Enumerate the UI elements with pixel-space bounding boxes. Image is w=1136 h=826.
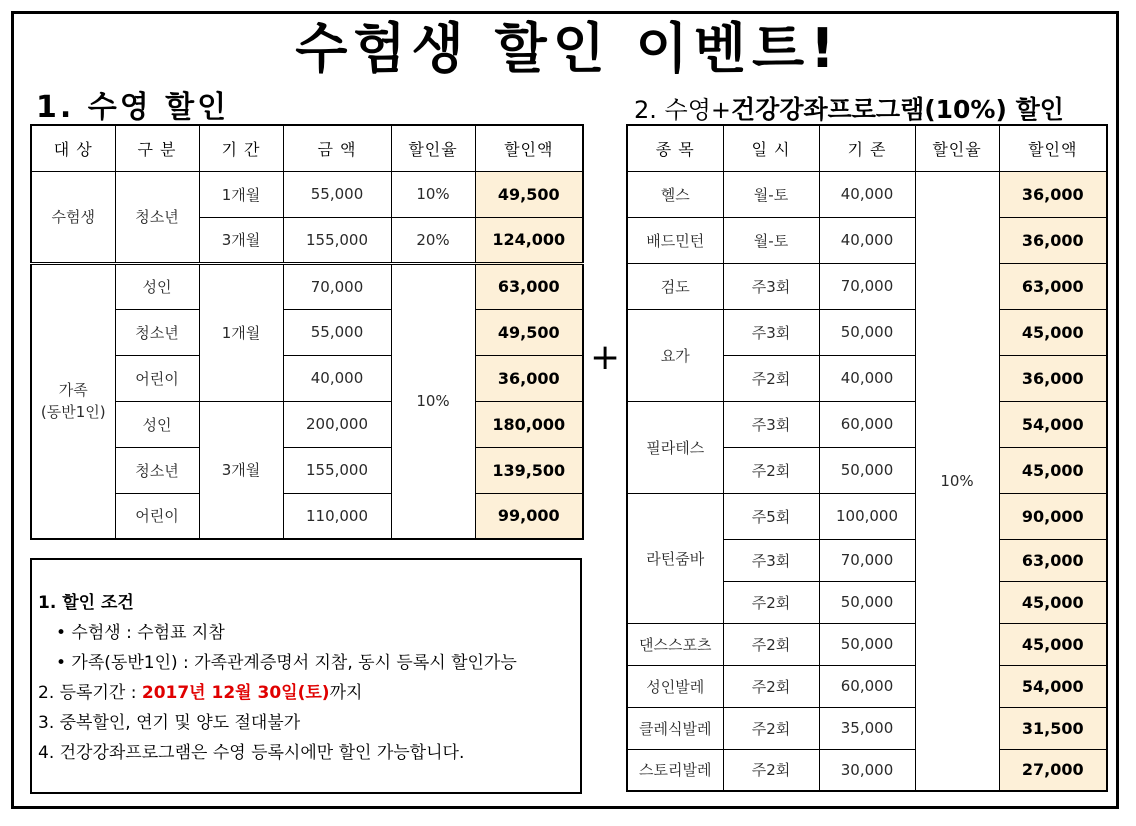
note-line [38,678,580,708]
discount-cell: 54,000 [999,401,1107,447]
table-row [627,309,1107,355]
registration-deadline: 2017년 12월 30일(토) [141,683,330,703]
note-line: • 가족(동반1인) : 가족관계증명서 지참, 동시 등록시 할인가능 [56,653,517,673]
schedule-cell: 주3회 [723,309,819,355]
rate-cell: 10% [391,171,475,217]
program-discount-table [626,124,1108,792]
notes-box [30,558,582,794]
header-rate: 할인율 [391,125,475,171]
schedule-cell: 주3회 [723,539,819,581]
category-cell: 어린이 [115,355,199,401]
discount-cell: 63,000 [475,263,583,309]
schedule-cell: 주2회 [723,665,819,707]
price-cell: 155,000 [283,447,391,493]
discount-cell: 63,000 [999,539,1107,581]
header-price: 기 존 [819,125,915,171]
period-cell: 3개월 [199,217,283,263]
schedule-cell: 주2회 [723,623,819,665]
program-cell: 검도 [627,263,723,309]
price-cell: 60,000 [819,665,915,707]
schedule-cell: 월-토 [723,171,819,217]
table-row [627,263,1107,309]
header-discount: 할인액 [999,125,1107,171]
discount-cell: 99,000 [475,493,583,539]
period-cell: 1개월 [199,263,283,401]
price-cell: 50,000 [819,309,915,355]
schedule-cell: 월-토 [723,217,819,263]
section2-title-prefix: 2. 수영+ [634,96,732,124]
schedule-cell: 주2회 [723,355,819,401]
swim-discount-table [30,124,584,540]
category-cell: 성인 [115,401,199,447]
discount-cell: 36,000 [999,171,1107,217]
price-cell: 200,000 [283,401,391,447]
price-cell: 55,000 [283,309,391,355]
section2-title [634,92,1064,128]
price-cell: 55,000 [283,171,391,217]
program-cell: 필라테스 [627,401,723,493]
table-row [627,707,1107,749]
header-period: 기 간 [199,125,283,171]
plus-sign: + [590,337,621,378]
note-line: • 수험생 : 수험표 지참 [56,623,225,643]
note-line: 4. 건강강좌프로그램은 수영 등록시에만 할인 가능합니다. [38,743,465,763]
period-cell: 1개월 [199,171,283,217]
table-row [627,665,1107,707]
table-row [627,493,1107,539]
discount-cell: 36,000 [999,217,1107,263]
schedule-cell: 주2회 [723,581,819,623]
discount-cell: 36,000 [475,355,583,401]
table-row [627,401,1107,447]
discount-cell: 45,000 [999,623,1107,665]
header-category: 구 분 [115,125,199,171]
header-rate: 할인율 [915,125,999,171]
program-cell: 헬스 [627,171,723,217]
note-suffix: 까지 [329,683,363,703]
program-cell: 요가 [627,309,723,401]
price-cell: 155,000 [283,217,391,263]
program-cell: 클레식발레 [627,707,723,749]
category-cell: 어린이 [115,493,199,539]
price-cell: 40,000 [819,355,915,401]
price-cell: 100,000 [819,493,915,539]
section2-title-bold: 건강강좌프로그램(10%) 할인 [731,95,1064,124]
price-cell: 30,000 [819,749,915,791]
price-cell: 110,000 [283,493,391,539]
discount-cell: 63,000 [999,263,1107,309]
category-cell: 성인 [115,263,199,309]
price-cell: 70,000 [819,263,915,309]
schedule-cell: 주2회 [723,707,819,749]
discount-cell: 45,000 [999,447,1107,493]
category-cell: 청소년 [115,447,199,493]
discount-cell: 90,000 [999,493,1107,539]
price-cell: 40,000 [283,355,391,401]
price-cell: 50,000 [819,447,915,493]
schedule-cell: 주2회 [723,749,819,791]
discount-cell: 31,500 [999,707,1107,749]
schedule-cell: 주3회 [723,263,819,309]
table-row [627,217,1107,263]
note-prefix: 2. 등록기간 : [38,683,142,703]
table-row [627,749,1107,791]
discount-cell: 36,000 [999,355,1107,401]
header-target: 대 상 [31,125,115,171]
discount-cell: 27,000 [999,749,1107,791]
category-cell: 청소년 [115,171,199,263]
schedule-cell: 주2회 [723,447,819,493]
table-header-row [627,125,1107,171]
program-cell: 스토리발레 [627,749,723,791]
program-cell: 배드민턴 [627,217,723,263]
period-cell: 3개월 [199,401,283,539]
table-row [31,171,583,217]
header-price: 금 액 [283,125,391,171]
header-schedule: 일 시 [723,125,819,171]
discount-cell: 49,500 [475,309,583,355]
discount-cell: 45,000 [999,581,1107,623]
schedule-cell: 주5회 [723,493,819,539]
price-cell: 35,000 [819,707,915,749]
rate-cell: 10% [915,171,999,791]
discount-cell: 124,000 [475,217,583,263]
price-cell: 50,000 [819,581,915,623]
header-program: 종 목 [627,125,723,171]
section1-title: 1. 수영 할인 [36,90,230,125]
page-title: 수험생 할인 이벤트! [295,17,841,80]
discount-cell: 45,000 [999,309,1107,355]
rate-cell: 20% [391,217,475,263]
target-family: 가족 (동반1인) [31,263,115,539]
program-cell: 성인발레 [627,665,723,707]
table-row [627,171,1107,217]
price-cell: 70,000 [283,263,391,309]
price-cell: 70,000 [819,539,915,581]
rate-cell: 10% [391,263,475,539]
schedule-cell: 주3회 [723,401,819,447]
table-header-row [31,125,583,171]
target-student: 수험생 [31,171,115,263]
discount-cell: 180,000 [475,401,583,447]
discount-cell: 49,500 [475,171,583,217]
price-cell: 40,000 [819,171,915,217]
discount-cell: 54,000 [999,665,1107,707]
header-discount: 할인액 [475,125,583,171]
table-row [627,623,1107,665]
note-line: 1. 할인 조건 [38,593,134,613]
price-cell: 50,000 [819,623,915,665]
discount-cell: 139,500 [475,447,583,493]
price-cell: 40,000 [819,217,915,263]
program-cell: 댄스스포츠 [627,623,723,665]
program-cell: 라틴줌바 [627,493,723,623]
category-cell: 청소년 [115,309,199,355]
note-line: 3. 중복할인, 연기 및 양도 절대불가 [38,713,301,733]
table-row [31,263,583,309]
price-cell: 60,000 [819,401,915,447]
